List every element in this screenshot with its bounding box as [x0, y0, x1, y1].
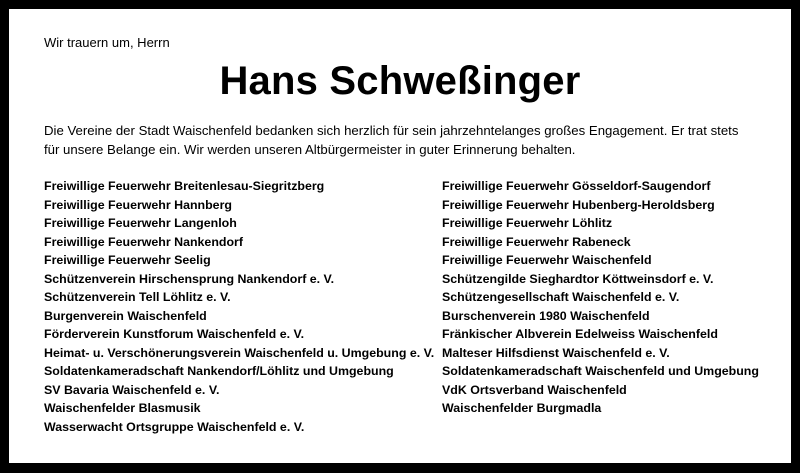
organization-item: VdK Ortsverband Waischenfeld	[442, 382, 627, 397]
organization-item: Fränkischer Albverein Edelweiss Waischenfeld	[442, 327, 718, 341]
organization-item: Freiwillige Feuerwehr Nankendorf	[44, 234, 243, 249]
organization-item: Freiwillige Feuerwehr Breitenlesau-Siegritzberg	[44, 179, 325, 193]
organization-item: Freiwillige Feuerwehr Gösseldorf-Saugendorf	[442, 179, 711, 193]
tribute-paragraph	[44, 121, 764, 159]
organization-item: Freiwillige Feuerwehr Hannberg	[44, 197, 232, 212]
organization-item: Freiwillige Feuerwehr Hubenberg-Heroldsberg	[442, 197, 715, 212]
organization-item: Malteser Hilfsdienst Waischenfeld e. V.	[442, 345, 670, 360]
organization-item: Waischenfelder Blasmusik	[44, 401, 201, 415]
organization-item: Waischenfelder Burgmadla	[442, 401, 602, 415]
organization-item: Wasserwacht Ortsgruppe Waischenfeld e. V.	[44, 419, 305, 434]
organization-item: Soldatenkameradschaft Nankendorf/Löhlitz und Umgebung	[44, 364, 394, 378]
organization-item: Freiwillige Feuerwehr Rabeneck	[442, 234, 631, 249]
obituary-notice	[9, 9, 791, 463]
organization-item: Freiwillige Feuerwehr Waischenfeld	[442, 253, 652, 267]
deceased-name: Hans Schweßinger	[219, 59, 581, 103]
organization-item: Heimat- u. Verschönerungsverein Waischenfeld u. Umgebung e. V.	[44, 345, 435, 360]
organization-item: Schützenverein Hirschensprung Nankendorf e. V.	[44, 271, 335, 286]
organization-item: SV Bavaria Waischenfeld e. V.	[44, 382, 220, 397]
organization-item: Burschenverein 1980 Waischenfeld	[442, 308, 650, 323]
organization-item: Freiwillige Feuerwehr Langenloh	[44, 216, 237, 230]
intro-text: Wir trauern um, Herrn	[44, 35, 170, 50]
organization-item: Freiwillige Feuerwehr Löhlitz	[442, 216, 613, 230]
tribute-line: für unsere Belange ein. Wir werden unseren Altbürgermeister in guter Erinnerung behalten.	[44, 142, 576, 157]
organization-item: Burgenverein Waischenfeld	[44, 308, 207, 323]
organization-item: Schützengilde Sieghardtor Köttweinsdorf e. V.	[442, 271, 714, 286]
organization-item: Soldatenkameradschaft Waischenfeld und Umgebung	[442, 364, 759, 378]
organizations-list-right	[442, 177, 759, 418]
organization-item: Schützenverein Tell Löhlitz e. V.	[44, 290, 231, 304]
tribute-line: Die Vereine der Stadt Waischenfeld bedanken sich herzlich für sein jahrzehntelanges großes Engagement. Er trat stets	[44, 123, 739, 138]
organizations-list-left	[44, 177, 434, 436]
organization-item: Förderverein Kunstforum Waischenfeld e. V.	[44, 327, 305, 341]
organization-item: Schützengesellschaft Waischenfeld e. V.	[442, 290, 680, 304]
organization-item: Freiwillige Feuerwehr Seelig	[44, 253, 211, 267]
